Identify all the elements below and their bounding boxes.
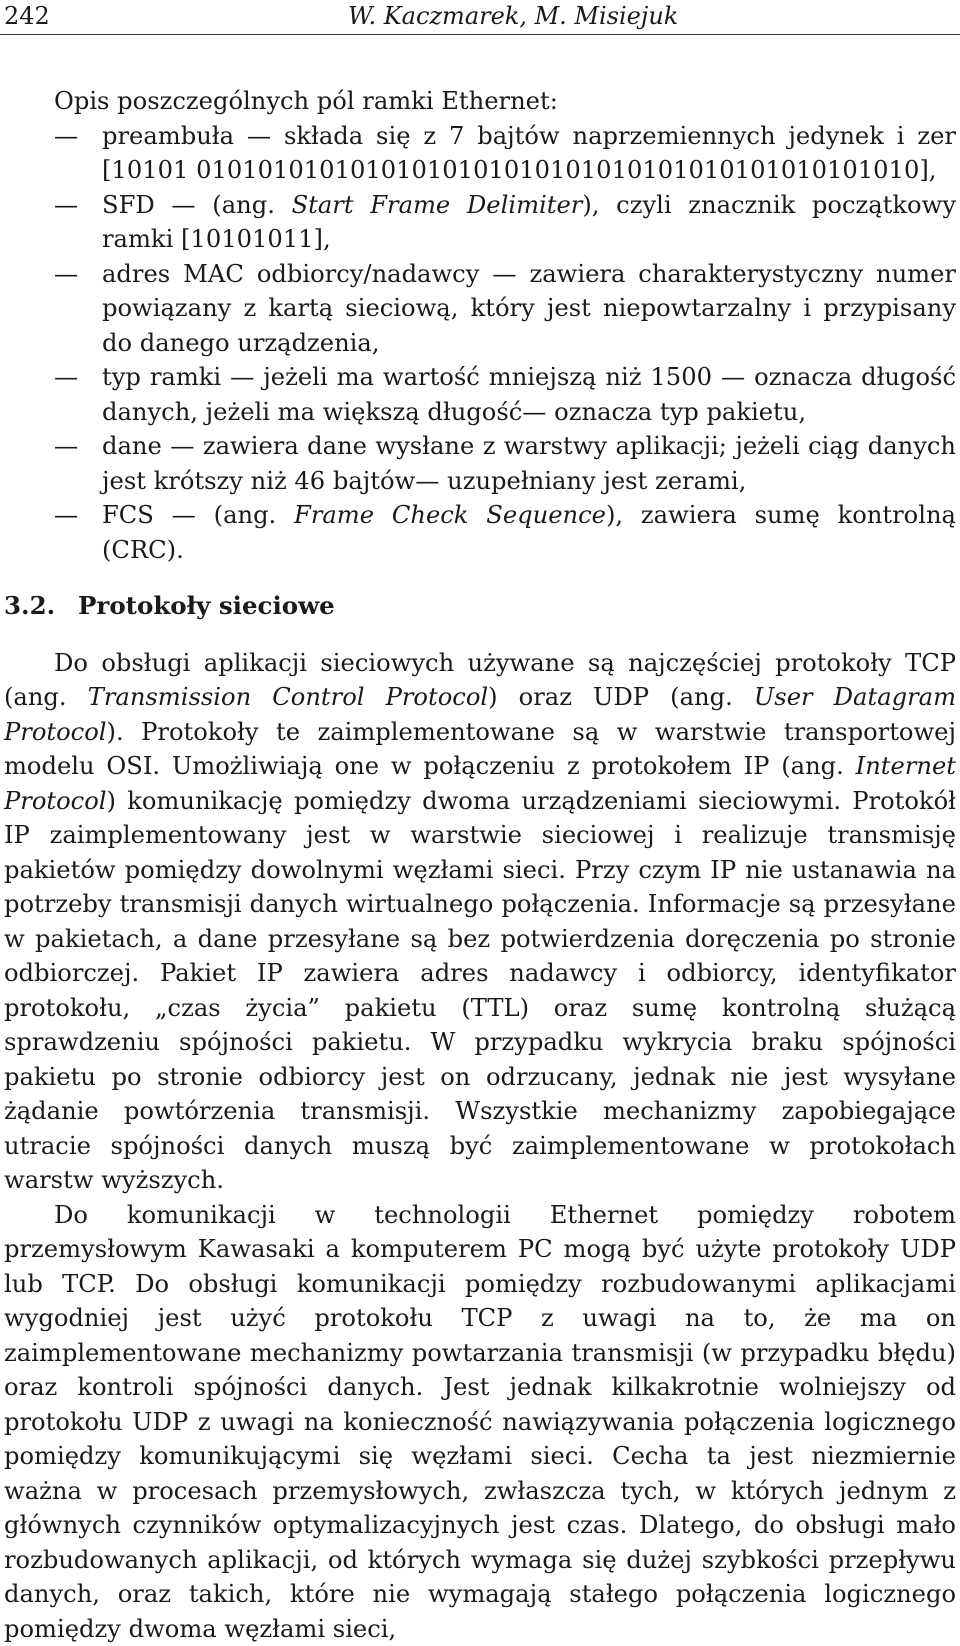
- field-preamble: preambuła — składa się z 7 bajtów naprzemiennych jedynek i zer [10101 01010101010101010101010101010101010101010101010],: [102, 119, 956, 188]
- page-header: [0, 0, 960, 36]
- field-sfd-term: Start Frame Delimiter: [292, 191, 583, 219]
- list-item: [4, 360, 956, 429]
- term-ip: Internet Protocol: [4, 752, 956, 815]
- em-dash-bullet: —: [54, 498, 78, 533]
- paragraph-text: ) oraz UDP (ang.: [488, 683, 754, 711]
- list-item: [4, 498, 956, 567]
- field-sfd: [102, 188, 956, 257]
- field-fcs-text-end: ), zawiera sumę kontrolną (CRC).: [102, 501, 956, 564]
- em-dash-bullet: —: [54, 257, 78, 292]
- em-dash-bullet: —: [54, 360, 78, 395]
- em-dash-bullet: —: [54, 429, 78, 464]
- list-item: [4, 429, 956, 498]
- field-sfd-text: SFD — (ang.: [102, 191, 292, 219]
- em-dash-bullet: —: [54, 119, 78, 154]
- paragraph-text: Do obsługi aplikacji sieciowych używane są najczęściej protokoły TCP (ang.: [4, 649, 956, 712]
- page-number: 242: [4, 2, 50, 30]
- list-item: [4, 188, 956, 257]
- field-sfd-text-end: ), czyli znacznik początkowy ramki [10101011],: [102, 191, 956, 254]
- em-dash-bullet: —: [54, 188, 78, 223]
- fields-intro: Opis poszczególnych pól ramki Ethernet:: [4, 84, 956, 119]
- field-frame-type: typ ramki — jeżeli ma wartość mniejszą niż 1500 — oznacza długość danych, jeżeli ma większą długość— oznacza typ pakietu,: [102, 360, 956, 429]
- section-title: Protokoły sieciowe: [78, 591, 335, 620]
- running-head: W. Kaczmarek, M. Misiejuk: [348, 2, 678, 30]
- paragraph-text: ). Protokoły te zaimplementowane są w warstwie transportowej modelu OSI. Umożliwiają one w połączeniu z protokołem IP (ang.: [4, 718, 956, 781]
- paragraph-kawasaki: Do komunikacji w technologii Ethernet pomiędzy robotem przemysłowym Kawasaki a komputerem PC mogą być użyte protokoły UDP lub TCP. Do obsługi komunikacji pomiędzy rozbudowanymi aplikacjami wygodniej jest użyć protokołu TCP z uwagi na to, że ma on zaimplementowane mechanizmy powtarzania transmisji (w przypadku błędu) oraz kontroli spójności danych. Jest jednak kilkakrotnie wolniejszy od protokołu UDP z uwagi na konieczność nawiązywania połączenia logicznego pomiędzy komunikującymi się węzłami sieci. Cecha ta jest niezmiernie ważna w procesach przemysłowych, zwłaszcza tych, w których jednym z głównych czynników optymalizacyjnych jest czas. Dlatego, do obsługi mało rozbudowanych aplikacji, od których wymaga się dużej szybkości przepływu danych, oraz takich, które nie wymagają stałego połączenia logicznego pomiędzy dwoma węzłami sieci,: [4, 1198, 956, 1646]
- field-data: dane — zawiera dane wysłane z warstwy aplikacji; jeżeli ciąg danych jest krótszy niż 46 bajtów— uzupełniany jest zerami,: [102, 429, 956, 498]
- paragraph-protocols: [4, 646, 956, 1198]
- field-fcs-term: Frame Check Sequence: [294, 501, 606, 529]
- field-fcs-text: FCS — (ang.: [102, 501, 294, 529]
- list-item: [4, 119, 956, 188]
- field-fcs: [102, 498, 956, 567]
- paragraph-text: ) komunikację pomiędzy dwoma urządzeniami sieciowymi. Protokół IP zaimplementowany jest w warstwie sieciowej i realizuje transmisję pakietów pomiędzy dowolnymi węzłami sieci. Przy czym IP nie ustanawia na potrzeby transmisji danych wirtualnego połączenia. Informacje są przesyłane w pakietach, a dane przesyłane są bez potwierdzenia doręczenia po stronie odbiorczej. Pakiet IP zawiera adres nadawcy i odbiorcy, identyfikator protokołu, „czas życia” pakietu (TTL) oraz sumę kontrolną służącą sprawdzeniu spójności pakietu. W przypadku wykrycia braku spójności pakietu po stronie odbiorcy jest on odrzucany, jednak nie jest wysyłane żądanie powtórzenia transmisji. Wszystkie mechanizmy zapobiegające utracie spójności danych muszą być zaimplementowane w protokołach warstw wyższych.: [4, 787, 956, 1195]
- term-tcp: Transmission Control Protocol: [88, 683, 488, 711]
- term-udp: User Datagram Protocol: [4, 683, 956, 746]
- ethernet-field-list: [4, 119, 956, 568]
- field-mac-address: adres MAC odbiorcy/nadawcy — zawiera charakterystyczny numer powiązany z kartą sieciową, który jest niepowtarzalny i przypisany do danego urządzenia,: [102, 257, 956, 361]
- section-number: 3.2.: [4, 589, 78, 624]
- section-heading: [4, 589, 956, 624]
- list-item: [4, 257, 956, 361]
- body-text: [4, 84, 956, 1646]
- header-rule: [0, 34, 960, 35]
